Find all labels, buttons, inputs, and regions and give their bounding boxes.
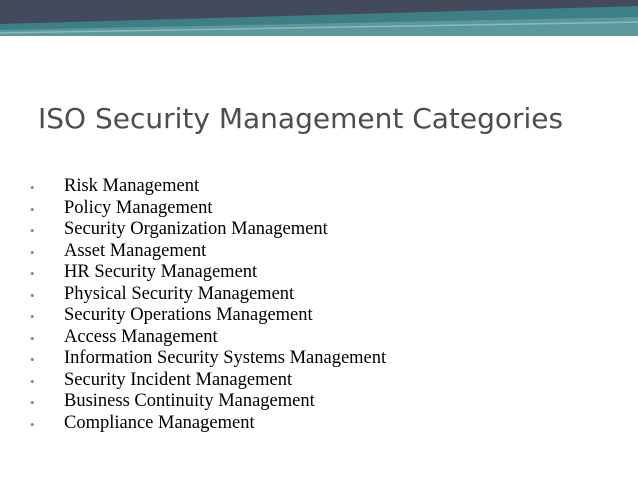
- list-item-text: Business Continuity Management: [64, 391, 315, 411]
- list-item-text: Security Incident Management: [64, 369, 293, 390]
- list-item: [30, 198, 386, 220]
- list-item: [30, 176, 386, 198]
- list-item-text: HR Security Management: [64, 262, 258, 282]
- slide-title: ISO Security Management Categories: [38, 102, 564, 135]
- bullet-icon: •: [30, 416, 35, 432]
- bullet-icon: •: [30, 330, 35, 346]
- list-item-text: Security Organization Management: [64, 219, 328, 239]
- list-item: [30, 219, 386, 241]
- bullet-list: [30, 176, 386, 434]
- bullet-icon: •: [30, 352, 35, 367]
- list-item: [30, 413, 386, 435]
- bullet-icon: •: [30, 180, 35, 195]
- list-item: [30, 262, 386, 284]
- header-band: [0, 0, 638, 36]
- list-item-text: Compliance Management: [64, 412, 255, 433]
- list-item: [30, 370, 386, 392]
- bullet-icon: •: [30, 395, 35, 410]
- bullet-icon: •: [30, 309, 35, 324]
- list-item: [30, 305, 386, 327]
- bullet-icon: •: [30, 266, 35, 281]
- list-item: [30, 284, 386, 306]
- list-item-text: Asset Management: [64, 240, 207, 261]
- list-item: [30, 391, 386, 413]
- list-item-text: Policy Management: [64, 197, 213, 218]
- bullet-icon: •: [30, 244, 35, 260]
- list-item-text: Information Security Systems Management: [64, 348, 387, 368]
- list-item: [30, 241, 386, 263]
- bullet-icon: •: [30, 201, 35, 217]
- list-item-text: Risk Management: [64, 176, 200, 196]
- bullet-icon: •: [30, 373, 35, 389]
- list-item: [30, 327, 386, 349]
- bullet-icon: •: [30, 287, 35, 303]
- bullet-icon: •: [30, 223, 35, 238]
- list-item-text: Access Management: [64, 326, 218, 347]
- list-item: [30, 348, 386, 370]
- list-item-text: Physical Security Management: [64, 283, 295, 304]
- list-item-text: Security Operations Management: [64, 305, 313, 325]
